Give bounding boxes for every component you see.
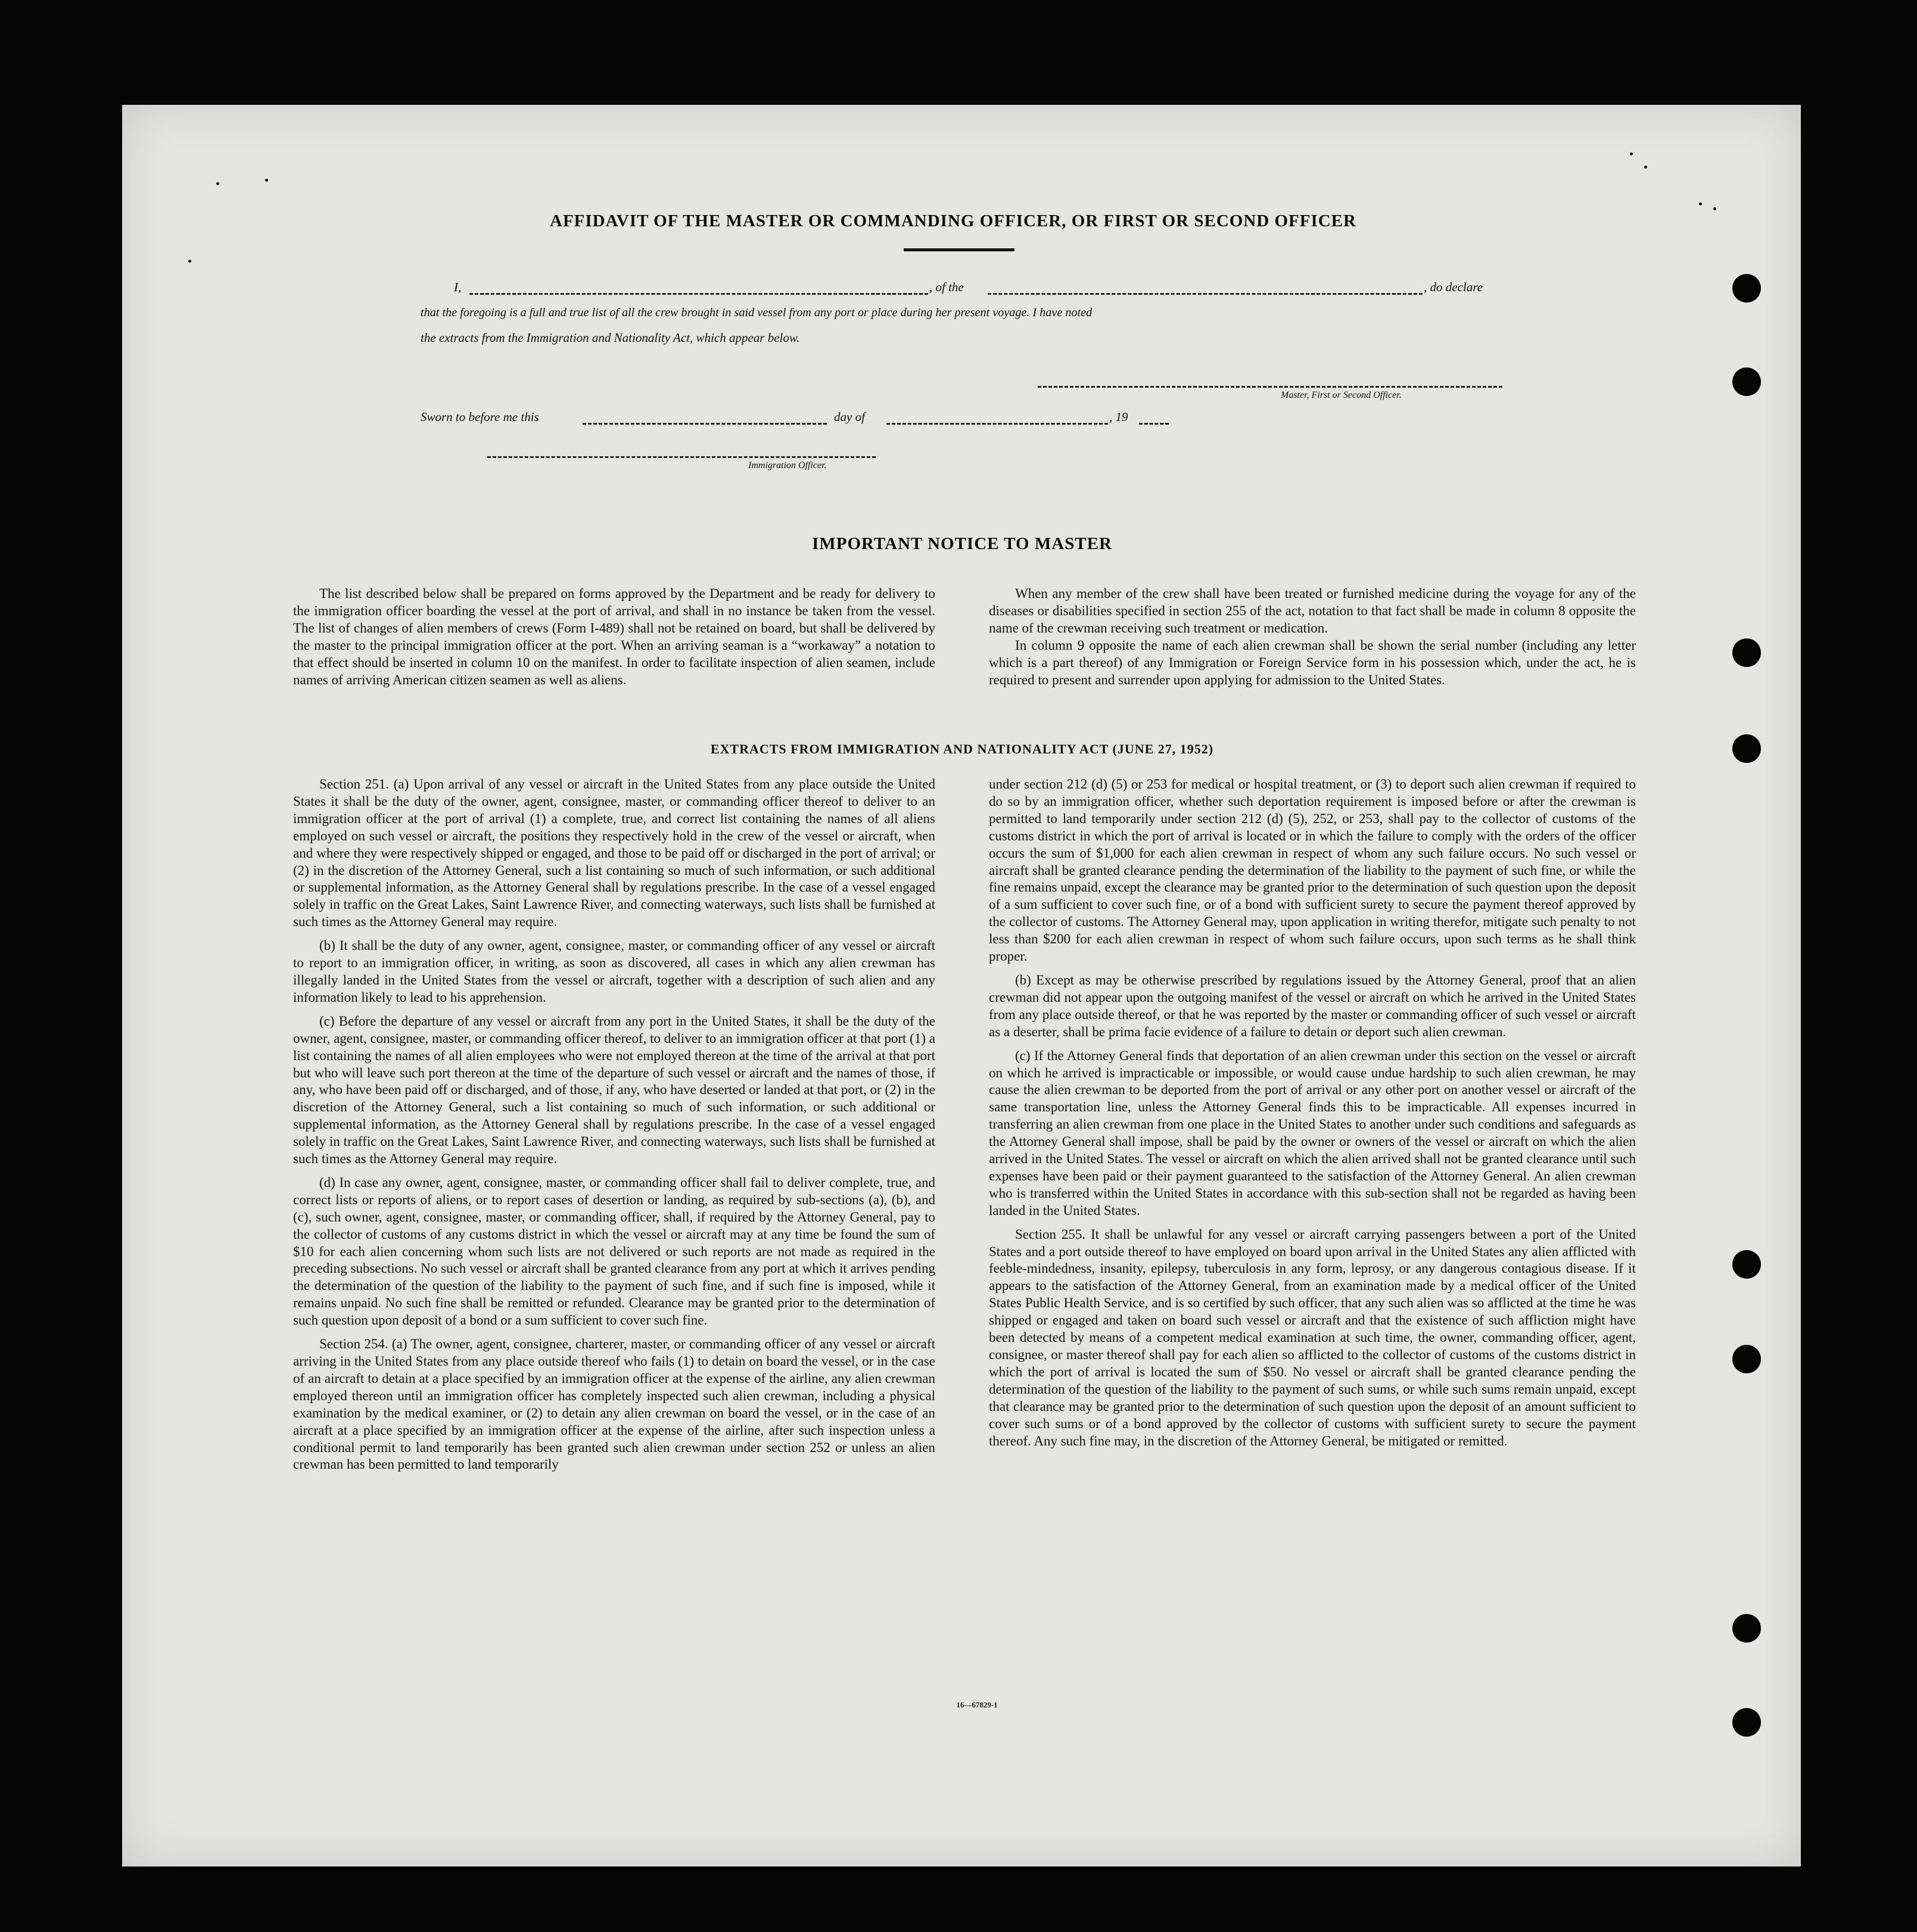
day-of-label: day of [834, 410, 865, 424]
name-blank [469, 293, 928, 295]
scan-speck [1713, 207, 1716, 210]
declaration-line-1: that the foregoing is a full and true list of all the crew brought in said vessel from any port or place during her present voyage. I have noted [421, 306, 1093, 319]
extracts-left-column [293, 776, 935, 1480]
section-251-c: (c) Before the departure of any vessel or aircraft from any port in the United States, it shall be the duty of the owner, agent, consignee, master, or commanding officer thereof, to deliver to an immigration officer at that port (1) a list containing the names of all alien employees who were not employed thereon at the time of the arrival at that port but who will leave such port thereon at the time of the departure of such vessel or aircraft and the names of those, if any, who have been paid off or discharged, and of those, if any, who have deserted or landed at that port, or (2) in the discretion of the Attorney General, such a list containing so much of such information, or such additional or supplemental information, as the Attorney General shall by regulations prescribe. In the case of a vessel engaged solely in traffic on the Great Lakes, Saint Lawrence River, and connecting waterways, such lists shall be furnished at such times as the Attorney General may require. [293, 1013, 935, 1167]
binder-hole-5 [1732, 1250, 1761, 1279]
scan-speck [265, 179, 268, 182]
title-rule [904, 248, 1014, 251]
scan-speck [216, 182, 219, 185]
scan-speck [1644, 166, 1647, 169]
binder-hole-7 [1732, 1614, 1761, 1643]
section-251-a: Section 251. (a) Upon arrival of any vessel or aircraft in the United States from any place outside the United States it shall be the duty of the owner, agent, consignee, master, or commanding officer thereof to deliver to an immigration officer at the port of arrival (1) a complete, true, and correct list containing the names of all aliens employed on such vessel or aircraft, the positions they respectively hold in the crew of the vessel or aircraft, when and where they were respectively shipped or engaged, and those to be paid off or discharged in the port of arrival; or (2) in the discretion of the Attorney General, such a list containing so much of such information, or such additional or supplemental information, as the Attorney General shall by regulations prescribe. In the case of a vessel engaged solely in traffic on the Great Lakes, Saint Lawrence River, and connecting waterways, such lists shall be furnished at such times as the Attorney General may require. [293, 777, 935, 930]
section-255: Section 255. It shall be unlawful for any vessel or aircraft carrying passengers between a port of the United States and a port outside thereof to have employed on board upon arrival in the United States any alien afflicted with feeble-mindedness, insanity, epilepsy, tuberculosis in any form, leprosy, or any dangerous contagious disease. If it appears to the satisfaction of the Attorney General, from an examination made by a medical officer of the United States Public Health Service, and is so certified by such officer, that any such alien was so afflicted at the time he was shipped or engaged and taken on board such vessel or aircraft and that the existence of such affliction might have been detected by means of a competent medical examination at such time, the owner, commanding officer, agent, consignee, or master thereof shall pay for each alien so afflicted to the collector of customs of the customs district in which the port of arrival is located the sum of $50. No vessel or aircraft shall be granted clearance pending the determination of the question of the liability to the payment of such sums, or while such sums remain unpaid, except that clearance may be granted prior to the determination of such question upon the deposit of an amount sufficient to cover such sums or of a bond approved by the collector of customs with sufficient surety to secure the payment thereof. Any such fine may, in the discretion of the Attorney General, be mitigated or remitted. [989, 1226, 1636, 1448]
notice-left-column [293, 585, 935, 695]
binder-hole-3 [1732, 638, 1761, 667]
sworn-month-blank [886, 423, 1108, 425]
master-signature-caption: Master, First or Second Officer. [1281, 390, 1402, 400]
section-251-d: (d) In case any owner, agent, consignee, master, or commanding officer shall fail to deliver complete, true, and correct lists or reports of aliens, or to report cases of desertion or landing, as required by sub-sections (a), (b), and (c), such owner, agent, consignee, master, or commanding officer, shall, if required by the Attorney General, pay to the collector of customs of any customs district in which the vessel or aircraft may at any time be found the sum of $10 for each alien concerning whom such lists are not delivered or such reports are not made as required in the preceding subsections. No such vessel or aircraft shall be granted clearance from any port at which it arrives pending the determination of the question of the liability to the payment of such fine, and if such fine is imposed, while it remains unpaid. No such fine shall be remitted or refunded. Clearance may be granted prior to the determination of such question upon deposit of a bond or a sum sufficient to cover such fine. [293, 1174, 935, 1328]
form-code: 16—67829-1 [956, 1700, 998, 1709]
binder-hole-2 [1732, 367, 1761, 396]
scan-speck [1630, 152, 1633, 155]
of-the-label: , of the [929, 280, 964, 294]
declaration-line-2: the extracts from the Immigration and Nationality Act, which appear below. [421, 331, 800, 345]
year-label: , 19 [1109, 410, 1128, 424]
section-254-a-continued: under section 212 (d) (5) or 253 for medical or hospital treatment, or (3) to deport such alien crewman if required to do so by an immigration officer, whether such deportation requirement is imposed before or after the crewman is permitted to land temporarily under section 212 (d) (5), 252, or 253, shall pay to the collector of customs of the customs district in which the port of arrival is located or in which the failure to comply with the orders of the officer occurs the sum of $1,000 for each alien crewman in respect of whom any such failure occurs. No such vessel or aircraft shall be granted clearance pending the determination of the liability to the payment of such fine, or while the fine remains unpaid, except the clearance may be granted prior to the determination of such question upon the deposit of a sum sufficient to cover such fine, or of a bond with sufficient surety to secure the payment thereof approved by the collector of customs. The Attorney General may, upon application in writing therefor, mitigate such penalty to not less than $200 for each alien crewman in respect of whom such failure occurs, upon such terms as he shall think proper. [989, 777, 1636, 964]
notice-right-column [989, 585, 1636, 695]
notice-right-paragraph-2: In column 9 opposite the name of each alien crewman shall be shown the serial number (including any letter which is a part thereof) of any Immigration or Foreign Service form in his possession which, under the act, he is required to present and surrender upon applying for admission to the United States. [989, 637, 1636, 687]
sworn-day-blank [583, 423, 827, 425]
notice-left-paragraph: The list described below shall be prepared on forms approved by the Department and be ready for delivery to the immigration officer boarding the vessel at the port of arrival, and shall in no instance be taken from the vessel. The list of changes of alien members of crews (Form I-489) shall not be retained on board, but shall be delivered by the master to the principal immigration officer at the port. When an arriving seaman is a “workaway” a notation to that effect should be inserted in column 10 on the manifest. In order to facilitate inspection of alien seamen, include names of arriving American citizen seamen as well as aliens. [293, 586, 935, 687]
immigration-officer-blank [487, 456, 876, 458]
binder-hole-4 [1732, 734, 1761, 763]
i-label: I, [454, 280, 462, 294]
extracts-title: EXTRACTS FROM IMMIGRATION AND NATIONALITY ACT (JUNE 27, 1952) [710, 741, 1214, 756]
binder-hole-6 [1732, 1345, 1761, 1373]
notice-right-paragraph-1: When any member of the crew shall have been treated or furnished medicine during the voyage for any of the diseases or disabilities specified in section 255 of the act, notation to that fact shall be made in column 8 opposite the name of the crewman receiving such treatment or medication. [989, 586, 1636, 635]
sworn-label: Sworn to before me this [421, 410, 539, 424]
notice-title: IMPORTANT NOTICE TO MASTER [812, 534, 1112, 553]
extracts-right-column [989, 776, 1636, 1456]
binder-hole-1 [1732, 274, 1761, 303]
scan-speck [1699, 202, 1702, 205]
master-signature-blank [1038, 386, 1502, 388]
section-254-a: Section 254. (a) The owner, agent, consignee, charterer, master, or commanding officer of any vessel or aircraft arriving in the United States from any place outside thereof who fails (1) to detain on board the vessel, or in the case of an aircraft to detain at a place specified by an immigration officer at the expense of the airline, any alien crewman employed thereon until an immigration officer has completely inspected such alien crewman, including a physical examination by the medical examiner, or (2) to detain any alien crewman on board the vessel, or in the case of an aircraft at a place specified by an immigration officer at the expense of the airline, after such inspection unless a conditional permit to land temporarily has been granted such alien crewman under section 252 or unless an alien crewman has been permitted to land temporarily [293, 1336, 935, 1472]
section-254-b: (b) Except as may be otherwise prescribed by regulations issued by the Attorney General, proof that an alien crewman did not appear upon the outgoing manifest of the vessel or aircraft on which he arrived in the United States from any place outside thereof, or that he was reported by the master or commanding officer of such vessel or aircraft as a deserter, shall be prima facie evidence of a failure to detain or deport such alien crewman. [989, 972, 1636, 1039]
do-declare-label: , do declare [1424, 280, 1483, 294]
sworn-year-blank [1139, 423, 1169, 425]
scan-speck [188, 260, 191, 263]
vessel-blank [988, 293, 1423, 295]
binder-hole-8 [1732, 1708, 1761, 1737]
immigration-officer-caption: Immigration Officer. [748, 460, 827, 470]
affidavit-title: AFFIDAVIT OF THE MASTER OR COMMANDING OFFICER, OR FIRST OR SECOND OFFICER [550, 211, 1356, 230]
section-251-b: (b) It shall be the duty of any owner, agent, consignee, master, or commanding officer of any vessel or aircraft to report to an immigration officer, in writing, as soon as discovered, all cases in which any alien crewman has illegally landed in the United States from the vessel or aircraft, together with a description of such alien and any information likely to lead to his apprehension. [293, 938, 935, 1005]
section-254-c: (c) If the Attorney General finds that deportation of an alien crewman under this section on the vessel or aircraft on which he arrived is impracticable or impossible, or would cause undue hardship to such alien crewman, he may cause the alien crewman to be deported from the port of arrival or any other port on another vessel or aircraft of the same transportation line, unless the Attorney General finds this to be impracticable. All expenses incurred in transferring an alien crewman from one place in the United States to another under such conditions and safeguards as the Attorney General shall impose, shall be paid by the owner or owners of the vessel or aircraft on which the alien arrived in the United States. The vessel or aircraft on which the alien arrived shall not be granted clearance until such expenses have been paid or their payment guaranteed to the satisfaction of the Attorney General. An alien crewman who is transferred within the United States in accordance with this sub-section shall not be regarded as having been landed in the United States. [989, 1048, 1636, 1218]
